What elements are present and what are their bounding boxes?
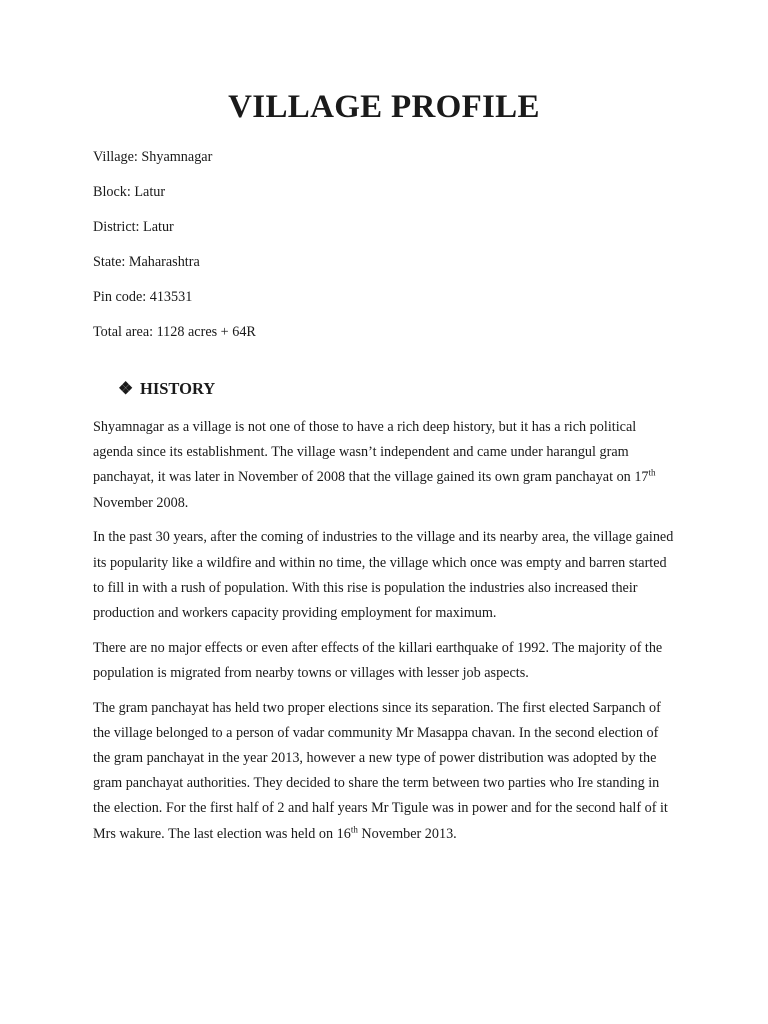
- section-heading-label: HISTORY: [140, 379, 216, 398]
- history-body: [93, 415, 675, 847]
- paragraph-3: There are no major effects or even after effects of the killari earthquake of 1992. The majority of the population is migrated from nearby towns or villages with lesser job aspects.: [93, 639, 663, 681]
- paragraph-4: [93, 696, 675, 847]
- village-facts: [93, 147, 675, 342]
- section-heading-history: [93, 377, 675, 401]
- paragraph-4-text: The gram panchayat has held two proper elections since its separation. The first elected Sarpanch of the village belonged to a person of vadar community Mr Masappa chavan. In the second election of the gram panchayat in the year 2013, however a new type of power distribution was adopted by the gram panchayat authorities. They decided to share the term between two parties who Ire standing in the election. For the first half of 2 and half years Mr Tigule was in power and for the second half of it Mrs wakure. The last election was held on 16: [93, 699, 668, 842]
- paragraph-1-text-end: November 2008.: [93, 494, 189, 511]
- paragraph-1-text: Shyamnagar as a village is not one of those to have a rich deep history, but it has a rich political agenda since its establishment. The village wasn’t independent and came under harangul gram panchayat, it was later in November of 2008 that the village gained its own gram panchayat on 17: [93, 419, 649, 486]
- page-title: VILLAGE PROFILE: [228, 89, 540, 125]
- fact-state: State: Maharashtra: [93, 254, 200, 270]
- fact-total-area: Total area: 1128 acres + 64R: [93, 324, 256, 340]
- paragraph-2: In the past 30 years, after the coming of industries to the village and its nearby area, the village gained its popularity like a wildfire and within no time, the village which once was empty and barren started to fill in with a rush of population. With this rise is population the industries also increased their production and workers capacity providing employment for maximum.: [93, 529, 674, 621]
- paragraph-4-text-end: November 2013.: [357, 825, 457, 842]
- paragraph-1: [93, 415, 675, 516]
- fact-pin-code: Pin code: 413531: [93, 289, 193, 305]
- fact-district: District: Latur: [93, 219, 174, 235]
- fact-block: Block: Latur: [93, 184, 166, 200]
- ordinal-suffix: th: [648, 467, 656, 478]
- ordinal-suffix: th: [350, 823, 358, 834]
- fact-village: Village: Shyamnagar: [93, 149, 213, 165]
- four-diamond-bullet-icon: ❖: [118, 379, 134, 398]
